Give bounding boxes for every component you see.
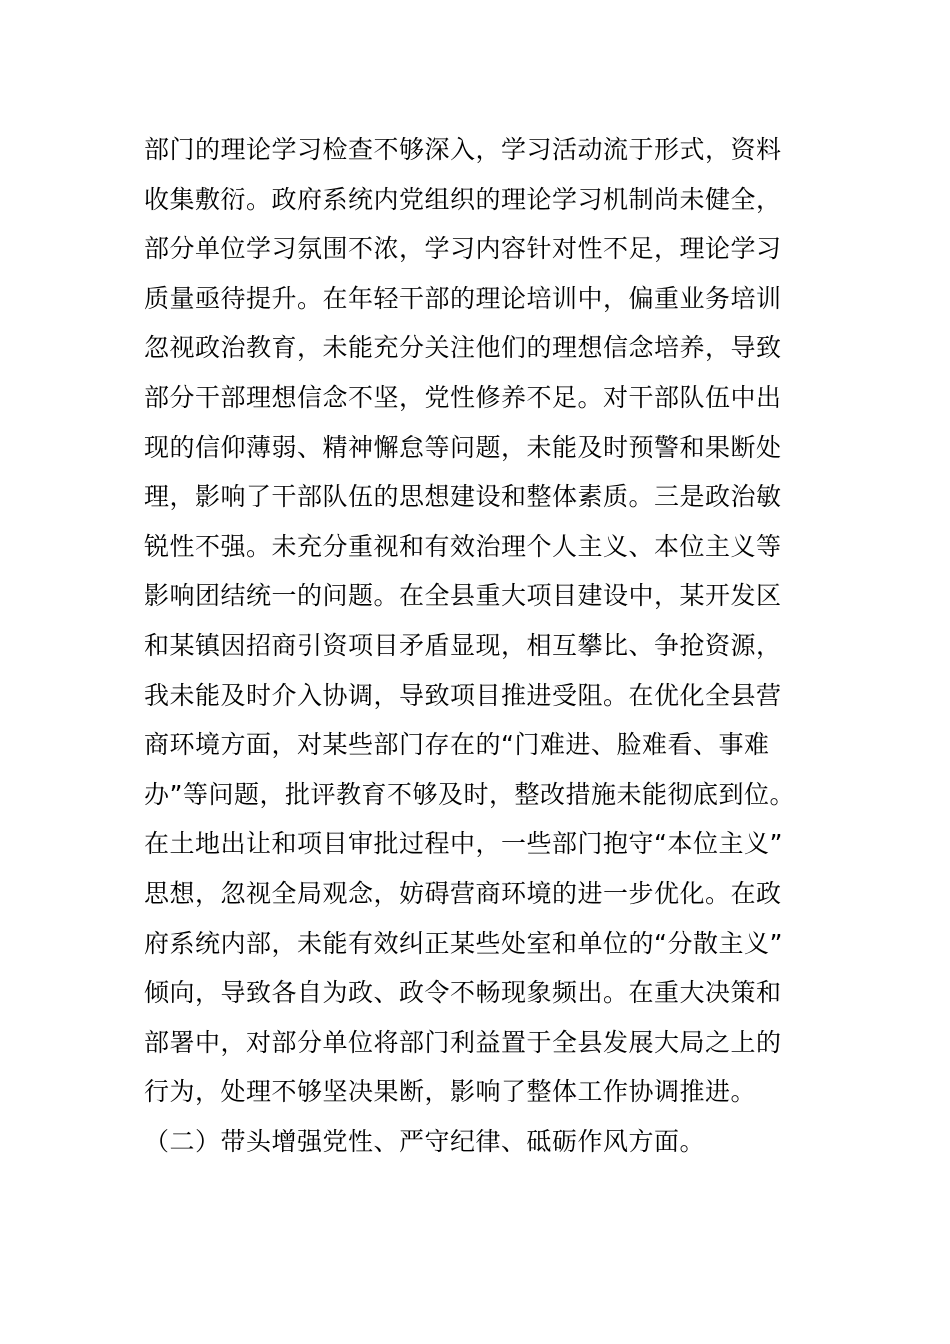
text-line-11: 和某镇因招商引资项目矛盾显现，相互攀比、争抢资源， [144, 630, 782, 660]
text-line-17: 府系统内部，未能有效纠正某些处室和单位的“分散主义” [144, 928, 783, 958]
text-line-5: 忽视政治教育，未能充分关注他们的理想信念培养，导致 [144, 333, 782, 363]
text-line-1: 部门的理论学习检查不够深入，学习活动流于形式，资料 [144, 135, 782, 164]
text-line-13: 商环境方面，对某些部门存在的“门难进、脸难看、事难 [144, 730, 770, 760]
text-line-20: 行为，处理不够坚决果断，影响了整体工作协调推进。 [144, 1077, 757, 1107]
text-line-18: 倾向，导致各自为政、政令不畅现象频出。在重大决策和 [144, 978, 782, 1008]
text-line-7: 现的信仰薄弱、精神懈怠等问题，未能及时预警和果断处 [144, 432, 782, 462]
text-line-14: 办”等问题，批评教育不够及时，整改措施未能彻底到位。 [144, 779, 795, 809]
text-line-2: 收集敷衍。政府系统内党组织的理论学习机制尚未健全， [144, 184, 782, 214]
text-line-9: 锐性不强。未充分重视和有效治理个人主义、本位主义等 [144, 531, 782, 561]
body-text [144, 125, 810, 1166]
text-line-4: 质量亟待提升。在年轻干部的理论培训中，偏重业务培训 [144, 283, 782, 313]
text-line-3: 部分单位学习氛围不浓，学习内容针对性不足，理论学习 [144, 234, 782, 264]
text-line-12: 我未能及时介入协调，导致项目推进受阻。在优化全县营 [144, 680, 782, 710]
section-heading: （二）带头增强党性、严守纪律、砥砺作风方面。 [144, 1126, 706, 1156]
text-line-19: 部署中，对部分单位将部门利益置于全县发展大局之上的 [144, 1027, 782, 1057]
text-line-8: 理，影响了干部队伍的思想建设和整体素质。三是政治敏 [144, 482, 782, 512]
text-line-16: 思想，忽视全局观念，妨碍营商环境的进一步优化。在政 [144, 878, 782, 908]
text-line-15: 在土地出让和项目审批过程中，一些部门抱守“本位主义” [144, 829, 783, 859]
text-line-10: 影响团结统一的问题。在全县重大项目建设中，某开发区 [144, 581, 782, 611]
text-line-6: 部分干部理想信念不坚，党性修养不足。对干部队伍中出 [144, 382, 782, 412]
